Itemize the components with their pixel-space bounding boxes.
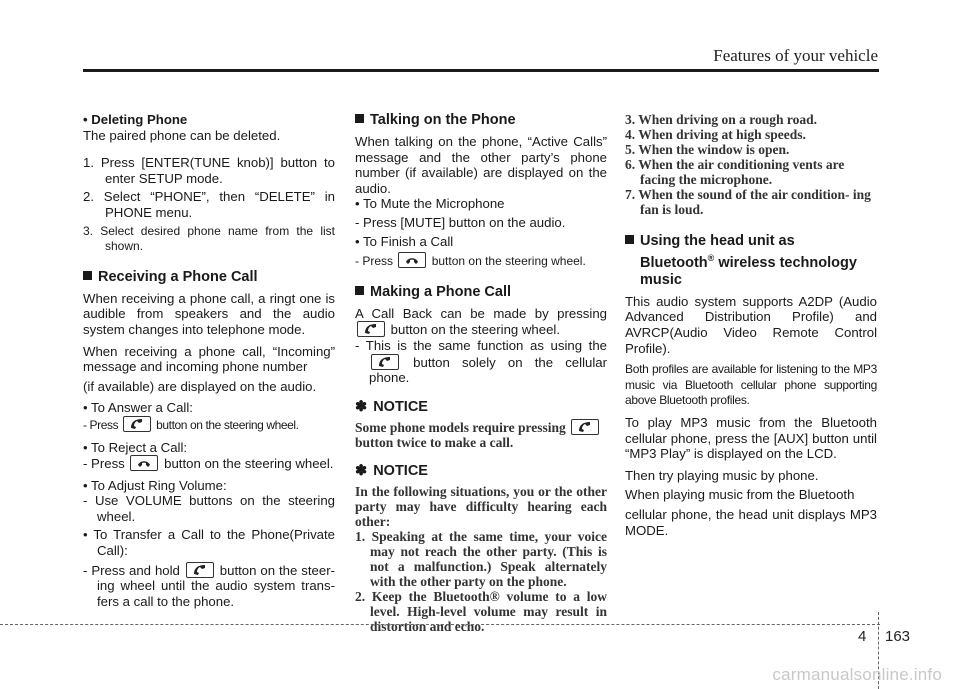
phone-call-icon xyxy=(371,354,399,370)
situation-4: 4. When driving at high speeds. xyxy=(625,127,806,142)
notice-2-item-1: 1. Speaking at the same time, your voice may not reach the other party. (This is not a malfunction.) Speak alternately with the other party on the phone. xyxy=(355,528,607,589)
bluetooth-paragraph-3: To play MP3 music from the Bluetooth cellular phone, press the [AUX] button until “MP3 Play” is displayed on the LCD. xyxy=(625,414,877,462)
answer-instruction: - Press button on the steering wheel. xyxy=(83,417,299,432)
phone-call-icon xyxy=(571,419,599,435)
notice-1-text: Some phone models require pressing button twice to make a call. xyxy=(355,419,607,450)
chapter-number: 4 xyxy=(858,628,867,645)
adjust-title: • To Adjust Ring Volume: xyxy=(83,477,227,493)
mute-text: - Press [MUTE] button on the audio. xyxy=(355,214,566,230)
phone-call-icon xyxy=(357,321,385,337)
mute-title: • To Mute the Microphone xyxy=(355,196,505,212)
adjust-text: - Use VOLUME buttons on the steering wheel. xyxy=(83,493,335,524)
reject-instruction: - Press button on the steering wheel. xyxy=(83,456,334,472)
receiving-paragraph-1: When receiving a phone call, a ringt one is audible from speakers and the audio system changes into telephone mode. xyxy=(83,290,335,337)
receiving-paragraph-2: When receiving a phone call, “Incoming” message and incoming phone number xyxy=(83,343,335,375)
answer-title: • To Answer a Call: xyxy=(83,400,193,416)
page-header-title: Features of your vehicle xyxy=(713,46,878,65)
bluetooth-music-heading: Using the head unit as Bluetooth® wireless technology music xyxy=(625,233,877,289)
header-rule xyxy=(83,69,879,72)
notice-heading-1: ✽ NOTICE xyxy=(355,398,428,415)
talking-heading: Talking on the Phone xyxy=(355,112,607,129)
notice-heading-2: ✽ NOTICE xyxy=(355,463,428,480)
step-3: 3. Select desired phone name from the list shown. xyxy=(83,223,335,254)
transfer-instruction: - Press and hold button on the steer- ing wheel until the audio system trans- fers a call to the phone. xyxy=(83,562,335,609)
making-instruction: A Call Back can be made by pressing button on the steering wheel. xyxy=(355,305,607,338)
phone-call-icon xyxy=(186,562,214,578)
square-bullet-icon xyxy=(355,286,364,295)
deleting-phone-text: The paired phone can be deleted. xyxy=(83,127,281,143)
bluetooth-paragraph-2: Both profiles are available for listening to the MP3 music via Bluetooth cellular phone supporting above Bluetooth profiles. xyxy=(625,362,877,408)
square-bullet-icon xyxy=(355,114,364,123)
bluetooth-paragraph-6: cellular phone, the head unit displays MP3 MODE. xyxy=(625,506,877,538)
receiving-paragraph-3: (if available) are displayed on the audio. xyxy=(83,378,317,394)
square-bullet-icon xyxy=(83,271,92,280)
column-middle xyxy=(355,112,607,634)
talking-paragraph: When talking on the phone, “Active Calls” message and the other party’s phone number (if available) are displayed on the audio. xyxy=(355,134,607,196)
receiving-heading: Receiving a Phone Call xyxy=(83,269,335,286)
finish-title: • To Finish a Call xyxy=(355,233,454,249)
step-2: 2. Select “PHONE”, then “DELETE” in PHONE menu. xyxy=(83,189,335,220)
bluetooth-paragraph-4: Then try playing music by phone. xyxy=(625,467,819,483)
bluetooth-paragraph-1: This audio system supports A2DP (Audio Advanced Distribution Profile) and AVRCP(Audio Video Remote Control Profile). xyxy=(625,293,877,356)
reject-title: • To Reject a Call: xyxy=(83,439,188,455)
situation-7: 7. When the sound of the air condition- ing fan is loud. xyxy=(625,187,871,217)
situation-3: 3. When driving on a rough road. xyxy=(625,112,818,127)
watermark: carmanualsonline.info xyxy=(772,665,942,684)
notice-2-item-2: 2. Keep the Bluetooth® volume to a low level. High-level volume may result in distortion and echo. xyxy=(355,588,607,634)
same-function-text: - This is the same function as using the button solely on the cellular phone. xyxy=(355,337,607,386)
phone-call-icon xyxy=(123,416,151,432)
column-left xyxy=(83,112,335,612)
step-1: 1. Press [ENTER(TUNE knob)] button to enter SETUP mode. xyxy=(83,155,335,186)
bluetooth-paragraph-5: When playing music from the Bluetooth xyxy=(625,487,855,503)
notice-star-icon: ✽ xyxy=(355,398,368,415)
column-right xyxy=(625,112,877,544)
phone-end-icon xyxy=(398,252,426,268)
making-heading: Making a Phone Call xyxy=(355,284,607,301)
finish-instruction: - Press button on the steering wheel. xyxy=(355,254,586,269)
situation-5: 5. When the window is open. xyxy=(625,142,790,157)
transfer-title: • To Transfer a Call to the Phone(Private Call): xyxy=(83,527,335,559)
situation-6: 6. When the air conditioning vents are facing the microphone. xyxy=(625,157,845,187)
notice-star-icon: ✽ xyxy=(355,463,368,480)
footer-rule xyxy=(0,624,880,625)
phone-end-icon xyxy=(130,455,158,471)
deleting-phone-title: • Deleting Phone xyxy=(83,112,188,127)
square-bullet-icon xyxy=(625,235,634,244)
page-number: 163 xyxy=(885,628,911,645)
notice-2-intro: In the following situations, you or the other party may have difficulty hearing each other: xyxy=(355,483,607,529)
